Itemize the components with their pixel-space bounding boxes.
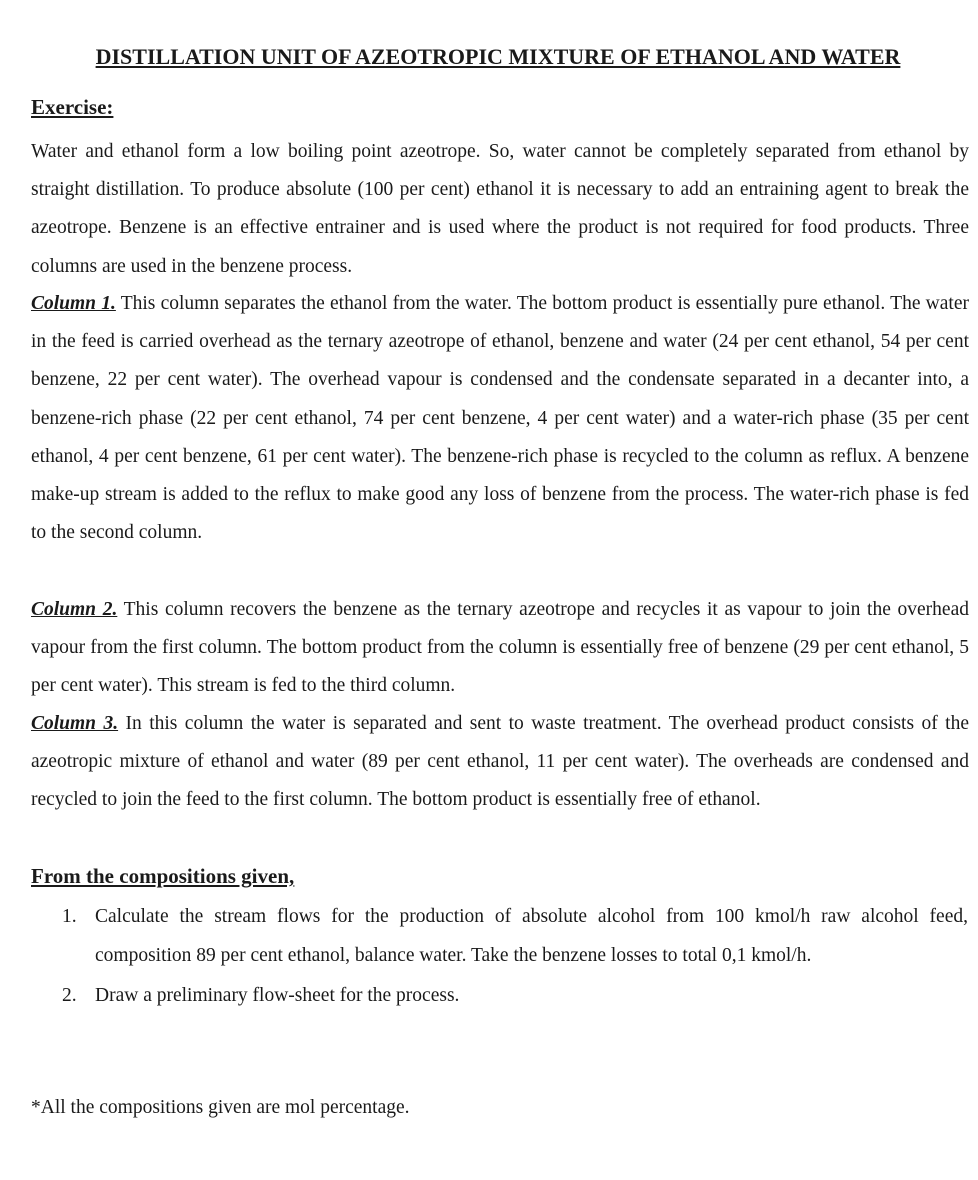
column-3-paragraph [31,705,969,820]
task-text: Calculate the stream flows for the production of absolute alcohol from 100 kmol/h raw alcohol feed, composition 89 per cent ethanol, balance water. Take the benzene losses to total 0,1 kmol/h. [95,906,968,966]
column-1-paragraph [31,285,969,552]
task-item-1 [62,898,968,975]
column-1-text: This column separates the ethanol from the water. The bottom product is essentially pure ethanol. The water in the feed is carried overhead as the ternary azeotrope of ethanol, benzene and water (24 per cent ethanol, 54 per cent benzene, 22 per cent water). The overhead vapour is condensed and the condensate separated in a decanter into, a benzene-rich phase (22 per cent ethanol, 74 per cent benzene, 4 per cent water) and a water-rich phase (35 per cent ethanol, 4 per cent benzene, 61 per cent water). The benzene-rich phase is recycled to the column as reflux. A benzene make-up stream is added to the reflux to make good any loss of benzene from the process. The water-rich phase is fed to the second column. [31,293,969,544]
column-3-label: Column 3. [31,713,119,734]
tasks-heading: From the compositions given, [31,864,295,888]
column-2-text: This column recovers the benzene as the ternary azeotrope and recycles it as vapour to join the overhead vapour from the first column. The bottom product from the column is essentially free of benzene (29 per cent ethanol, 5 per cent water). This stream is fed to the third column. [31,599,969,697]
column-3-text: In this column the water is separated and sent to waste treatment. The overhead product consists of the azeotropic mixture of ethanol and water (89 per cent ethanol, 11 per cent water). The overheads are condensed and recycled to join the feed to the first column. The bottom product is essentially free of ethanol. [31,713,969,811]
column-2-paragraph [31,591,969,706]
task-number: 1. [62,906,77,927]
exercise-intro-paragraph: Water and ethanol form a low boiling point azeotrope. So, water cannot be completely separated from ethanol by straight distillation. To produce absolute (100 per cent) ethanol it is necessary to add an entraining agent to break the azeotrope. Benzene is an effective entrainer and is used where the product is not required for food products. Three columns are used in the benzene process. [31,141,969,277]
task-item-2 [62,977,968,1016]
tasks-list [62,898,968,1016]
exercise-heading: Exercise: [31,95,114,119]
footnote: *All the compositions given are mol percentage. [31,1097,410,1118]
document-title: DISTILLATION UNIT OF AZEOTROPIC MIXTURE OF ETHANOL AND WATER [95,44,901,69]
task-text: Draw a preliminary flow-sheet for the process. [95,985,460,1006]
column-2-label: Column 2. [31,599,118,620]
task-number: 2. [62,985,77,1006]
column-1-label: Column 1. [31,293,116,314]
